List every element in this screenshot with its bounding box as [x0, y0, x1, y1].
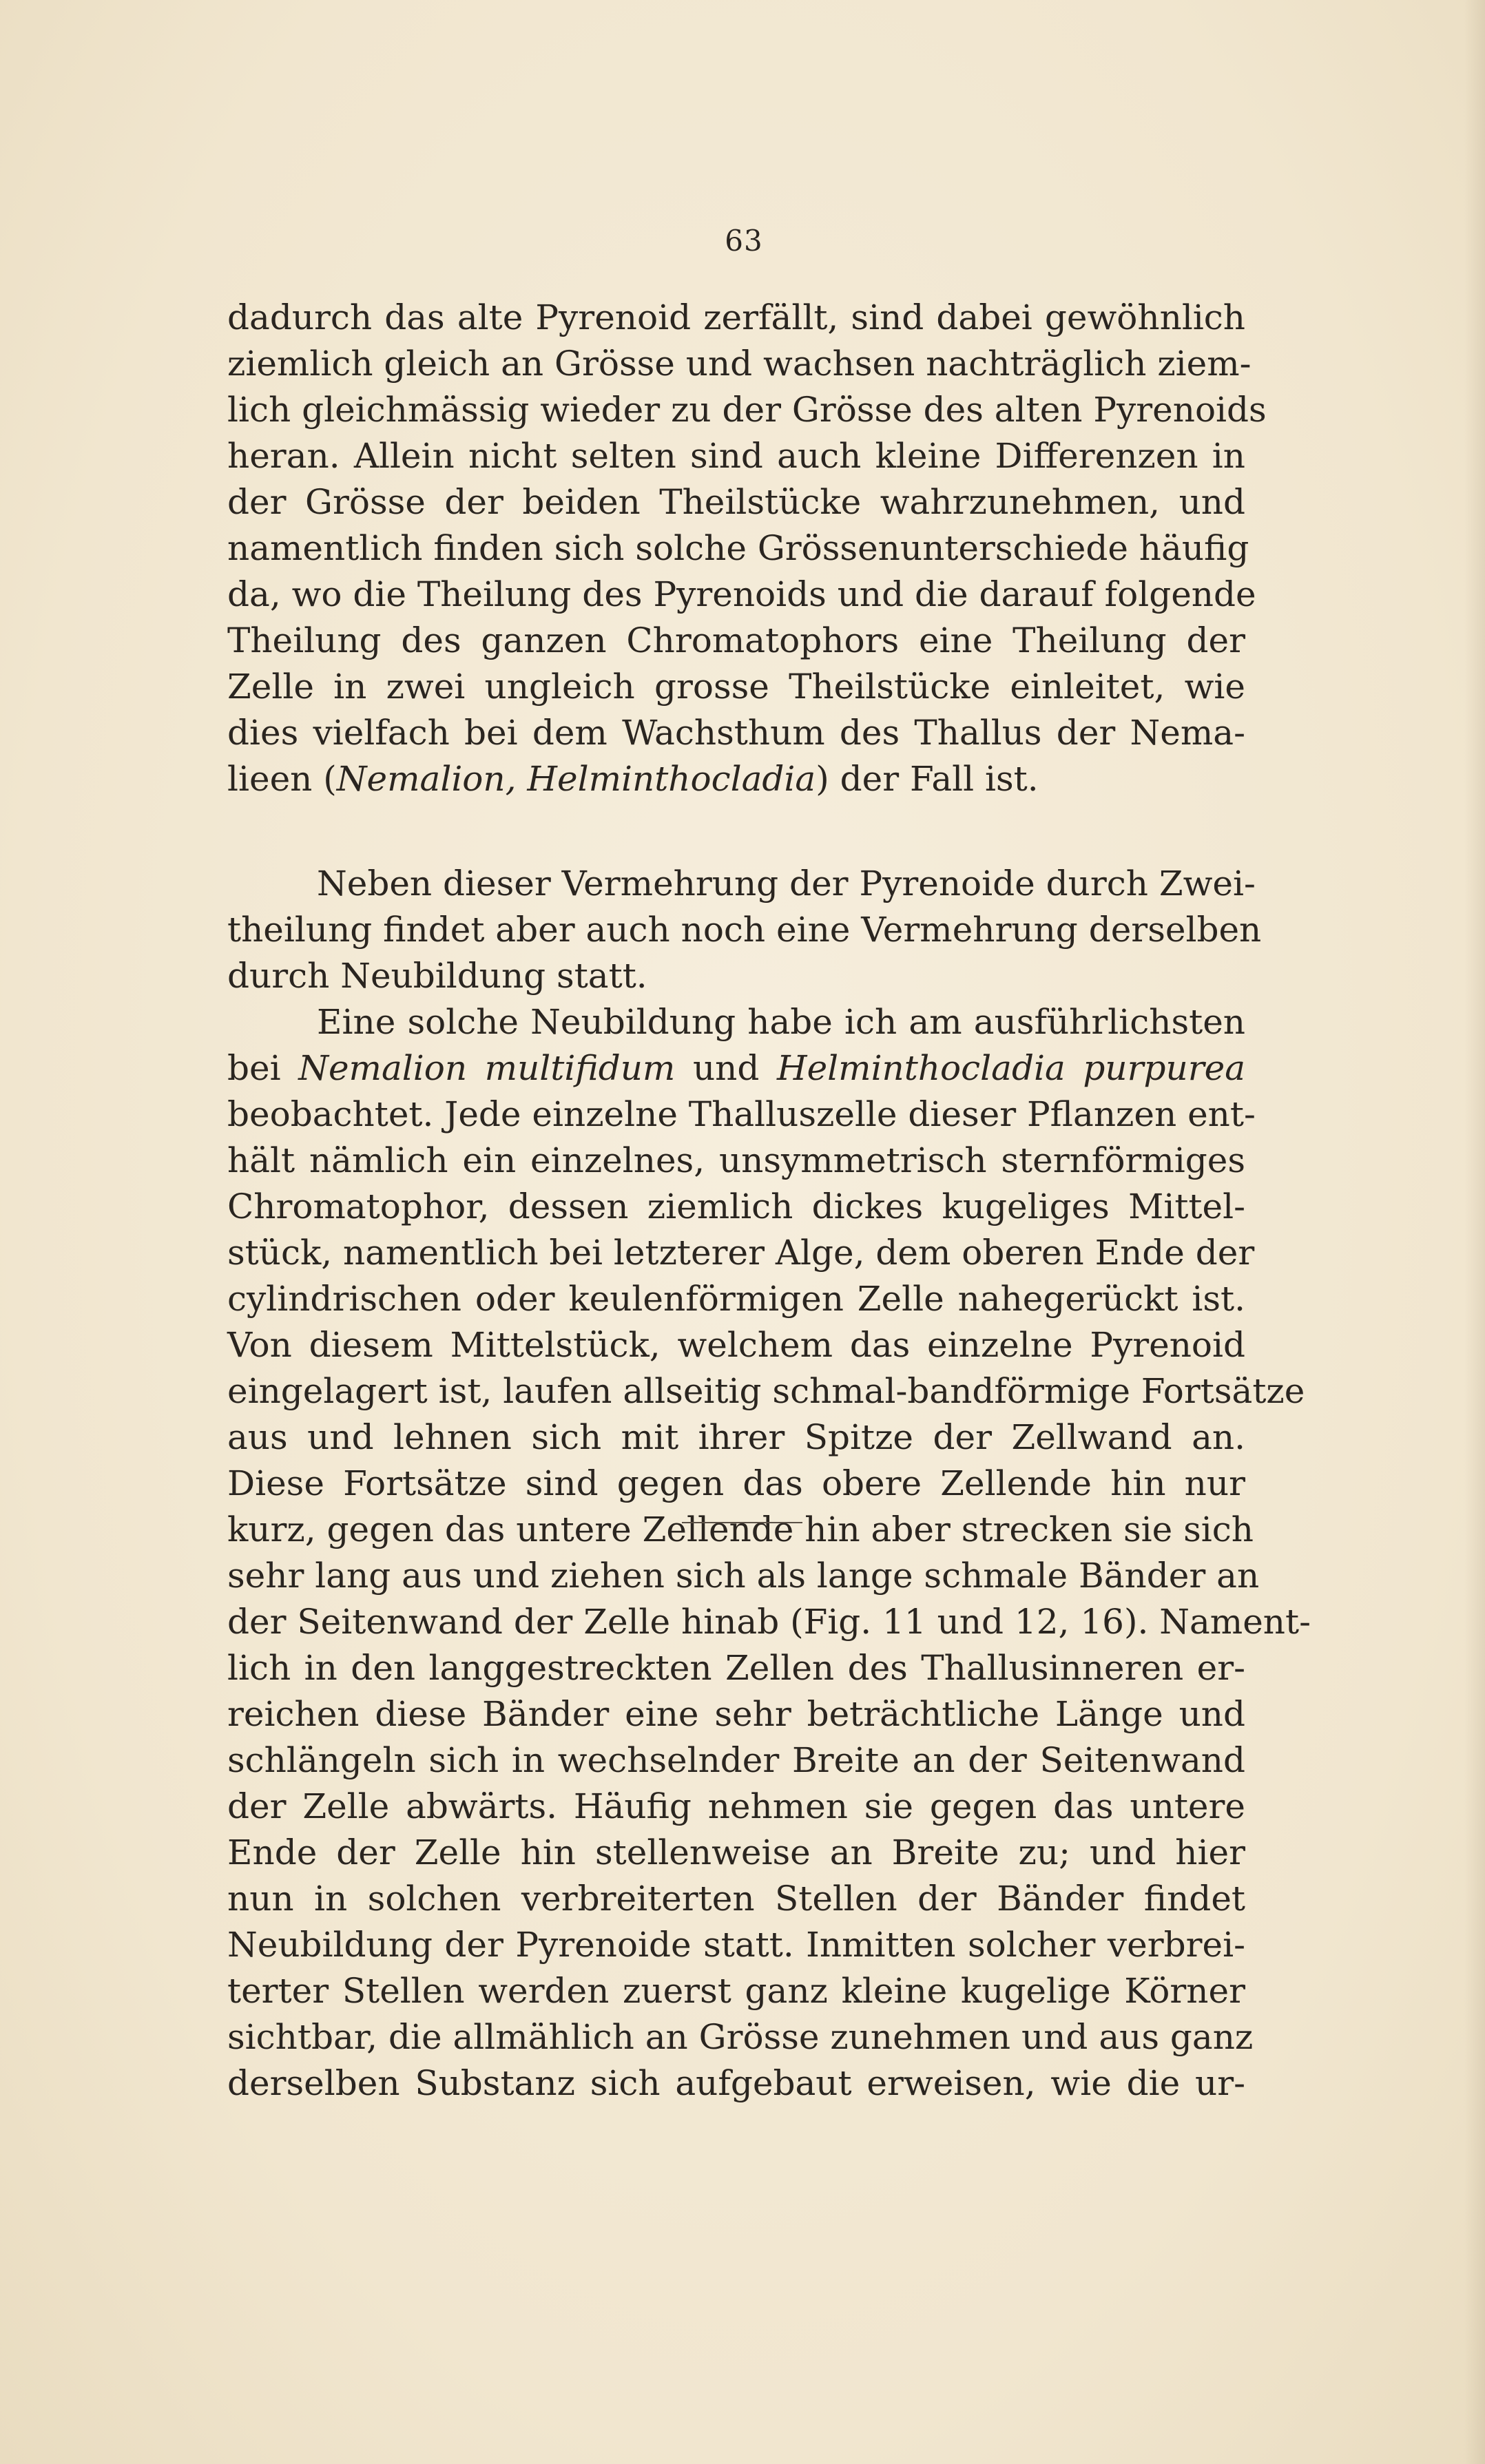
- text-line: Ende der Zelle hin stellenweise an Breite zu; und hier: [227, 1833, 1245, 1872]
- text-line: [227, 756, 1245, 802]
- text-line: derselben Substanz sich aufgebaut erweisen, wie die ur-: [227, 2063, 1245, 2103]
- text-line: der Seitenwand der Zelle hinab (Fig. 11 und 12, 16). Nament-: [227, 1602, 1311, 1642]
- text-line: Diese Fortsätze sind gegen das obere Zellende hin nur: [227, 1463, 1245, 1503]
- text-line: eingelagert ist, laufen allseitig schmal-bandförmige Fortsätze: [227, 1371, 1305, 1411]
- text-line: reichen diese Bänder eine sehr beträchtliche Länge und: [227, 1694, 1245, 1734]
- text-line: sehr lang aus und ziehen sich als lange schmale Bänder an: [227, 1556, 1260, 1596]
- text-line: dies vielfach bei dem Wachsthum des Thallus der Nema-: [227, 713, 1245, 753]
- text-span: lieen (: [227, 759, 337, 799]
- genus-name: Nemalion,: [336, 759, 517, 799]
- text-line: heran. Allein nicht selten sind auch kleine Differenzen in: [227, 436, 1245, 476]
- text-line: Theilung des ganzen Chromatophors eine Theilung der: [227, 620, 1245, 660]
- text-line: cylindrischen oder keulenförmigen Zelle nahegerückt ist.: [227, 1279, 1245, 1319]
- text-line: lich gleichmässig wieder zu der Grösse des alten Pyrenoids: [227, 390, 1267, 430]
- text-line: Eine solche Neubildung habe ich am ausführlichsten: [317, 1002, 1245, 1042]
- text-line: beobachtet. Jede einzelne Thalluszelle dieser Pflanzen ent-: [227, 1094, 1256, 1134]
- paragraph-2: [227, 861, 1311, 2107]
- text-line: Neubildung der Pyrenoide statt. Inmitten solcher verbrei-: [227, 1925, 1245, 1965]
- text-line: stück, namentlich bei letzterer Alge, dem oberen Ende der: [227, 1233, 1255, 1273]
- text-line: schlängeln sich in wechselnder Breite an der Seitenwand: [227, 1740, 1245, 1780]
- text-line: Chromatophor, dessen ziemlich dickes kugeliges Mittel-: [227, 1187, 1245, 1226]
- species-name: Helminthocladia purpurea: [776, 1048, 1245, 1088]
- text-line: der Zelle abwärts. Häufig nehmen sie gegen das untere: [227, 1786, 1245, 1826]
- text-line: namentlich finden sich solche Grössenunterschiede häufig: [227, 528, 1249, 568]
- text-line: lich in den langgestreckten Zellen des Thallusinneren er-: [227, 1648, 1245, 1688]
- text-span: bei: [227, 1048, 299, 1088]
- text-line: da, wo die Theilung des Pyrenoids und die darauf folgende: [227, 574, 1256, 614]
- text-line: ziemlich gleich an Grösse und wachsen nachträglich ziem-: [227, 344, 1252, 384]
- text-line: Neben dieser Vermehrung der Pyrenoide durch Zwei-: [317, 864, 1256, 904]
- text-line: aus und lehnen sich mit ihrer Spitze der Zellwand an.: [227, 1417, 1245, 1457]
- text-line: Zelle in zwei ungleich grosse Theilstücke einleitet, wie: [227, 667, 1245, 707]
- text-span: [517, 759, 528, 799]
- text-line: sichtbar, die allmählich an Grösse zunehmen und aus ganz: [227, 2017, 1254, 2057]
- section-divider: [682, 1522, 802, 1523]
- text-line: hält nämlich ein einzelnes, unsymmetrisch sternförmiges: [227, 1140, 1245, 1180]
- text-line: kurz, gegen das untere Zellende hin aber strecken sie sich: [227, 1510, 1254, 1549]
- text-line: terter Stellen werden zuerst ganz kleine kugelige Körner: [227, 1971, 1245, 2011]
- text-line: nun in solchen verbreiterten Stellen der Bänder findet: [227, 1879, 1245, 1919]
- species-name: Nemalion multifidum: [298, 1048, 676, 1088]
- genus-name: Helminthocladia: [527, 759, 816, 799]
- text-span: und: [675, 1048, 777, 1088]
- text-line: durch Neubildung statt.: [227, 956, 647, 996]
- page-number: 63: [725, 224, 763, 258]
- text-line: [227, 1045, 1245, 1092]
- paragraph-1: [227, 295, 1267, 802]
- text-line: dadurch das alte Pyrenoid zerfällt, sind dabei gewöhnlich: [227, 297, 1245, 337]
- text-line: theilung findet aber auch noch eine Vermehrung derselben: [227, 910, 1262, 950]
- text-span: ) der Fall ist.: [816, 759, 1039, 799]
- text-line: Von diesem Mittelstück, welchem das einzelne Pyrenoid: [227, 1325, 1245, 1365]
- page-edge-shadow: [1464, 0, 1485, 2464]
- text-line: der Grösse der beiden Theilstücke wahrzunehmen, und: [227, 482, 1245, 522]
